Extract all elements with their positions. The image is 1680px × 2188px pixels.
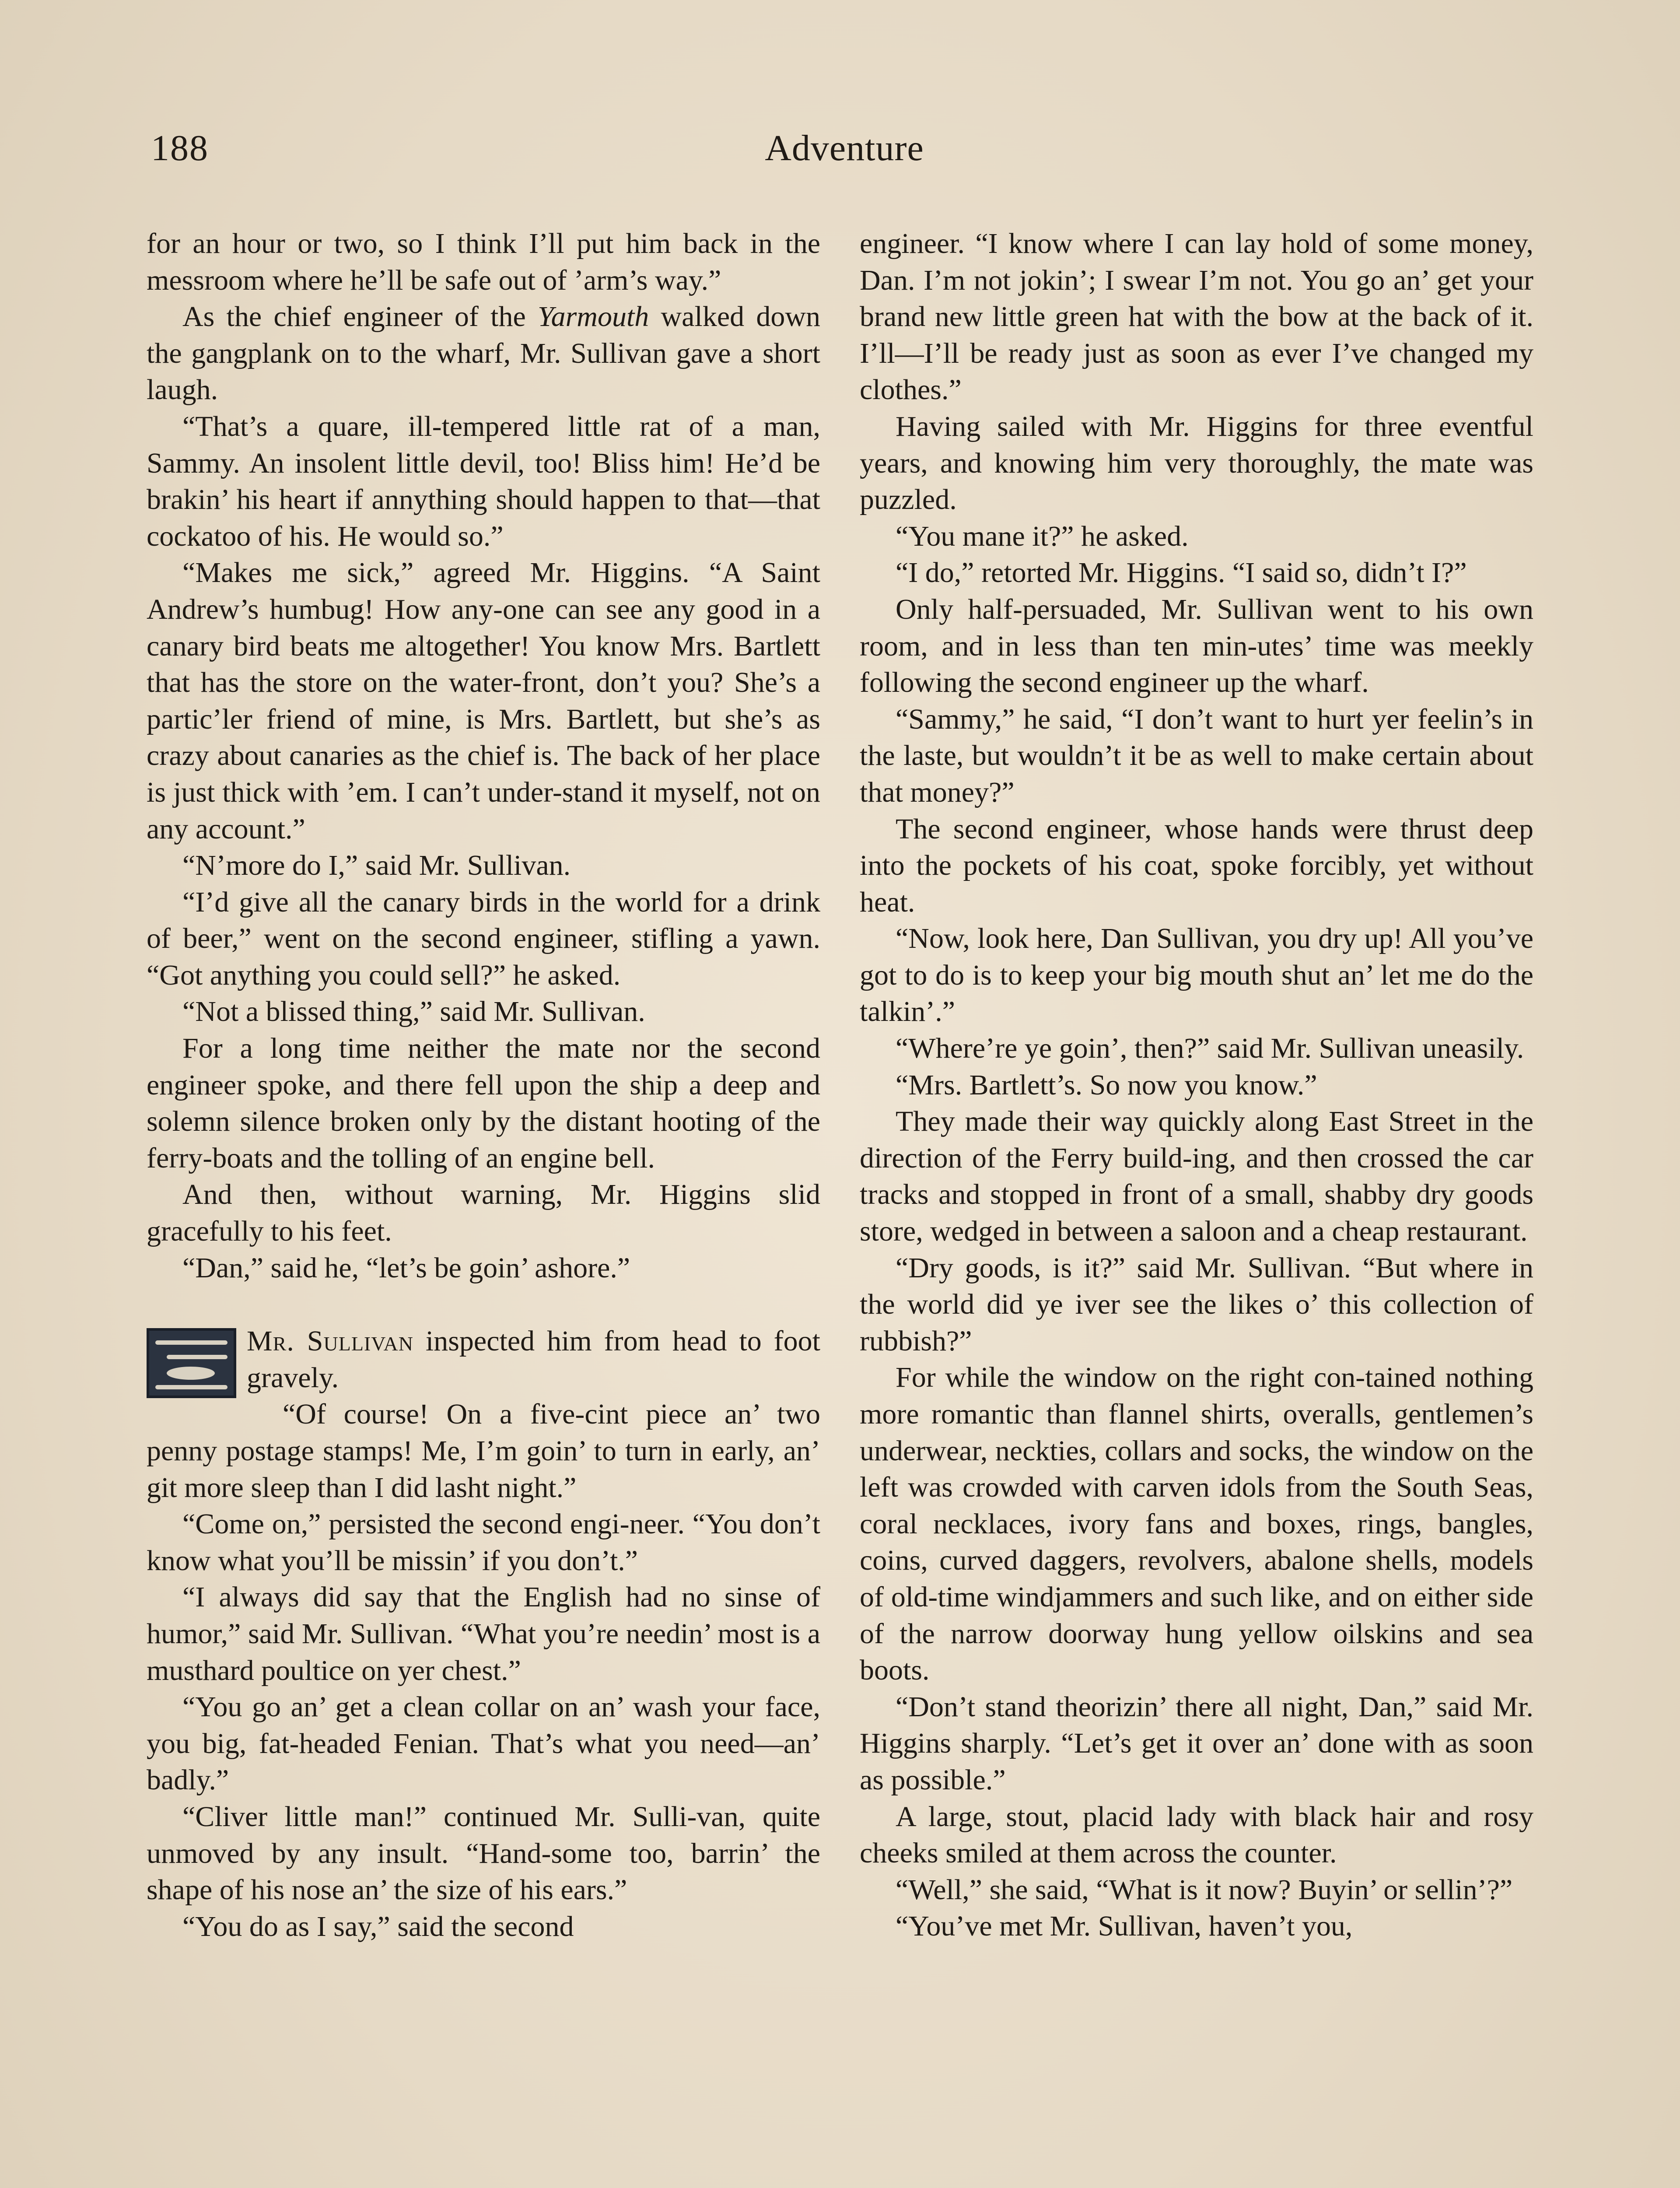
paragraph: The second engineer, whose hands were thrust deep into the pockets of his coat, spoke forcibly, yet without heat. bbox=[860, 813, 1533, 918]
paragraph: “Dry goods, is it?” said Mr. Sullivan. “But where in the world did ye iver see the likes o’ this collection of rubbish?” bbox=[860, 1252, 1533, 1357]
paragraph: “Well,” she said, “What is it now? Buyin’ or sellin’?” bbox=[896, 1873, 1513, 1906]
paragraph: “That’s a quare, ill-tempered little rat of a man, Sammy. An insolent little devil, too! Bliss him! He’d be brakin’ his heart if annything should happen to that—that cockatoo of his. He would so.” bbox=[147, 410, 820, 552]
paragraph: For a long time neither the mate nor the second engineer spoke, and there fell upon the ship a deep and solemn silence broken only by the distant hooting of the ferry-boats and the tolling of an engine bell. bbox=[147, 1032, 820, 1174]
paragraph: “Makes me sick,” agreed Mr. Higgins. “A Saint Andrew’s humbug! How any-one can see any good in a canary bird beats me altogether! You know Mrs. Bartlett that has the store on the water-front, don’t you? She’s a partic’ler friend of mine, is Mrs. Bartlett, but she’s as crazy about canaries as the chief is. The back of her place is just thick with ’em. I can’t under-stand it myself, not on any account.” bbox=[147, 557, 820, 845]
paragraph: “N’more do I,” said Mr. Sullivan. bbox=[182, 849, 571, 882]
paragraph: “Dan,” said he, “let’s be goin’ ashore.” bbox=[182, 1252, 630, 1284]
paragraph: Only half-persuaded, Mr. Sullivan went to his own room, and in less than ten min-utes’ time was meekly following the second engineer up the wharf. bbox=[860, 593, 1533, 699]
paragraph: Having sailed with Mr. Higgins for three eventful years, and knowing him very thoroughly, the mate was puzzled. bbox=[860, 410, 1533, 516]
paragraph: “I do,” retorted Mr. Higgins. “I said so, didn’t I?” bbox=[896, 557, 1467, 589]
paragraph: “Not a blissed thing,” said Mr. Sullivan. bbox=[182, 996, 645, 1028]
paragraph: “You go an’ get a clean collar on an’ wash your face, you big, fat-headed Fenian. That’s what you need—an’ badly.” bbox=[147, 1691, 820, 1796]
paragraph: “Don’t stand theorizin’ there all night, Dan,” said Mr. Higgins sharply. “Let’s get it over an’ done with as soon as possible.” bbox=[860, 1690, 1533, 1796]
paragraph: “Sammy,” he said, “I don’t want to hurt yer feelin’s in the laste, but wouldn’t it be as well to make certain about that money?” bbox=[860, 703, 1533, 808]
ship-name: Yarmouth bbox=[537, 301, 649, 333]
paragraph: “You mane it?” he asked. bbox=[896, 520, 1189, 552]
paragraph: engineer. “I know where I can lay hold of some money, Dan. I’m not jokin’; I swear I’m not. You go an’ get your brand new little green hat with the bow at the back of it. I’ll—I’ll be ready just as soon as ever I’ve changed my clothes.” bbox=[860, 228, 1533, 406]
right-column bbox=[860, 225, 1533, 1945]
running-title: Adventure bbox=[765, 128, 924, 168]
paragraph: And then, without warning, Mr. Higgins slid gracefully to his feet. bbox=[147, 1178, 820, 1248]
paragraph: “Come on,” persisted the second engi-neer. “You don’t know what you’ll be missin’ if you don’t.” bbox=[147, 1508, 820, 1577]
paragraph: “Cliver little man!” continued Mr. Sulli-van, quite unmoved by any insult. “Hand-some too, barrin’ the shape of his nose an’ the size of his ears.” bbox=[147, 1800, 820, 1906]
paragraph: As the chief engineer of the Yarmouth walked down the gangplank on to the wharf, Mr. Sullivan gave a short laugh. bbox=[147, 301, 820, 406]
page-number: 188 bbox=[151, 128, 209, 168]
paragraph: “I always did say that the English had no sinse of humor,” said Mr. Sullivan. “What you’re needin’ most is a musthard poultice on yer chest.” bbox=[147, 1581, 820, 1687]
paragraph: “Of course! On a five-cint piece an’ two penny postage stamps! Me, I’m goin’ to turn in early, an’ git more sleep than I did lasht night.” bbox=[147, 1398, 820, 1504]
ornamental-initial-icon bbox=[147, 1328, 236, 1398]
paragraph: “You do as I say,” said the second bbox=[182, 1910, 574, 1943]
paragraph: “I’d give all the canary birds in the world for a drink of beer,” went on the second engineer, stifling a yawn. “Got anything you could sell?” he asked. bbox=[147, 886, 820, 991]
paragraph: “You’ve met Mr. Sullivan, haven’t you, bbox=[896, 1910, 1353, 1943]
section-break bbox=[147, 1286, 820, 1323]
paragraph: They made their way quickly along East Street in the direction of the Ferry build-ing, and then crossed the car tracks and stopped in front of a small, shabby dry goods store, wedged in between a saloon and a cheap restaurant. bbox=[860, 1105, 1533, 1248]
opening-caps: Mr. Sullivan bbox=[247, 1325, 413, 1357]
paragraph: “Now, look here, Dan Sullivan, you dry up! All you’ve got to do is to keep your big mouth shut an’ let me do the talkin’.” bbox=[860, 922, 1533, 1028]
paragraph: for an hour or two, so I think I’ll put him back in the messroom where he’ll be safe out of ’arm’s way.” bbox=[147, 228, 820, 296]
paragraph: A large, stout, placid lady with black hair and rosy cheeks smiled at them across the counter. bbox=[860, 1800, 1533, 1869]
section-opening-paragraph: Mr. Sullivan inspected him from head to foot gravely. bbox=[147, 1323, 820, 1396]
left-column bbox=[147, 225, 820, 1945]
paragraph: For while the window on the right con-tained nothing more romantic than flannel shirts, overalls, gentlemen’s underwear, neckties, collars and socks, the window on the left was crowded with carven idols from the South Seas, coral necklaces, ivory fans and boxes, rings, bangles, coins, curved daggers, revolvers, abalone shells, models of old-time windjammers and such like, and on either side of the narrow doorway hung yellow oilskins and sea boots. bbox=[860, 1361, 1533, 1687]
page-header bbox=[151, 127, 1538, 188]
paragraph: “Where’re ye goin’, then?” said Mr. Sullivan uneasily. bbox=[896, 1032, 1524, 1065]
paragraph: “Mrs. Bartlett’s. So now you know.” bbox=[896, 1069, 1317, 1101]
